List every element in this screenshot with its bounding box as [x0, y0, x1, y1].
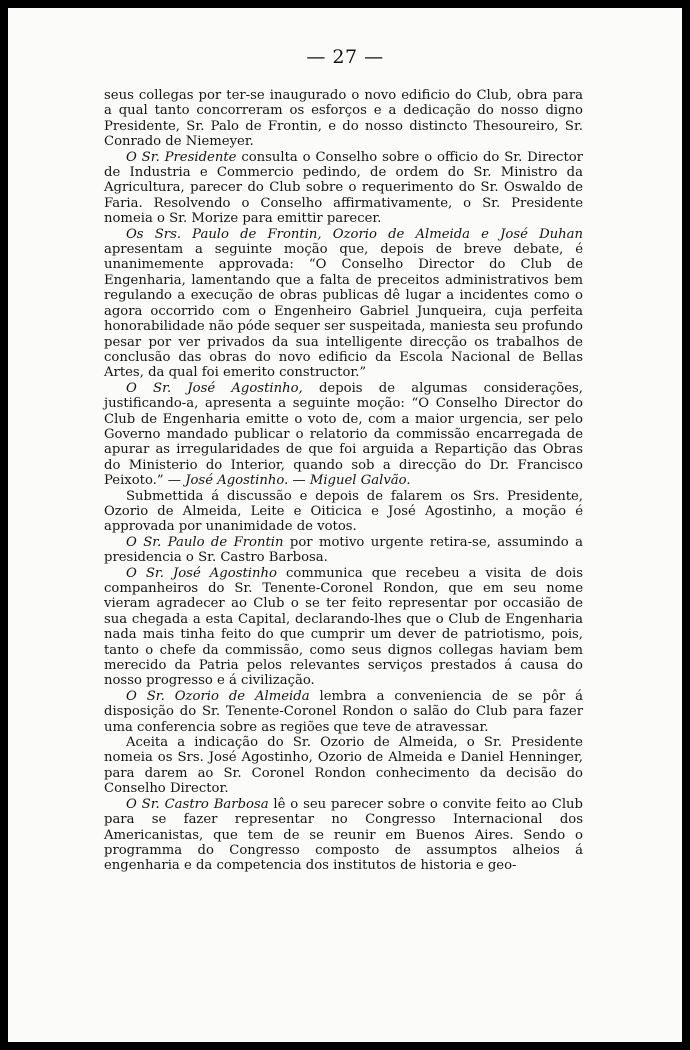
paragraph: [104, 535, 583, 566]
paragraph: [104, 150, 583, 227]
text-run: depois de algumas considerações, justificando-a, apresenta a seguinte moção: “O Conselho Director do Club de Engenharia emitte o voto de, com a maior urgencia, ser pelo Governo mandado publicar o relatorio da commissão encarregada de apurar as irregularidades de que foi arguida a Repartição das Obras do Ministerio do Interior, quando sob a direcção do Dr. Francisco Peixoto.” —: [104, 380, 583, 489]
text-run: Submettida á discussão e depois de falarem os Srs. Presidente, Ozorio de Almeida, Leite e Oiticica e José Agostinho, a moção é approvada por unanimidade de votos.: [104, 488, 583, 535]
italic-name-run: O Sr. José Agostinho: [126, 565, 277, 581]
text-run: Aceita a indicação do Sr. Ozorio de Almeida, o Sr. Presidente nomeia os Srs. José Agostinho, Ozorio de Almeida e Daniel Henninger, para darem ao Sr. Coronel Rondon conhecimento da decisão do Conselho Director.: [104, 735, 583, 797]
scanned-page: [8, 8, 682, 1042]
paragraph: [104, 735, 583, 797]
italic-name-run: O Sr. José Agostinho,: [126, 380, 303, 396]
text-run: consulta o Conselho sobre o officio do Sr. Director de Industria e Commercio pedindo, de ordem do Sr. Ministro da Agricultura, parecer do Club sobre o requerimento do Sr. Oswaldo de Faria. Resolvendo o Conselho affirmativamente, o Sr. Presidente nomeia o Sr. Morize para emittir parecer.: [104, 149, 583, 227]
paragraph: [104, 797, 583, 874]
paragraph: [104, 566, 583, 689]
italic-name-run: O Sr. Paulo de Frontin: [126, 534, 284, 550]
text-run: lê o seu parecer sobre o convite feito ao Club para se fazer representar no Congresso Internacional dos Americanistas, que tem de se reunir em Buenos Aires. Sendo o programma do Congresso composto de assumptos alheios á engenharia e da competencia dos institutos de historia e geo-: [104, 796, 583, 874]
text-run: apresentam a seguinte moção que, depois de breve debate, é unanimemente approvada: “O Conselho Director do Club de Engenharia, lamentando que a falta de preceitos administrativos bem regulando a execução de obras publicas dê lugar a incidentes como o agora occorrido com o Engenheiro Gabriel Junqueira, cuja perfeita honorabilidade não póde sequer ser suspeitada, maniesta seu profundo pesar por ver privados da sua intelligente direcção os trabalhos de conclusão das obras do novo edificio da Escola Nacional de Bellas Artes, da qual foi emerito constructor.”: [104, 242, 583, 381]
paragraph: [104, 689, 583, 735]
text-run: por motivo urgente retira-se, assumindo a presidencia o Sr. Castro Barbosa.: [104, 534, 583, 566]
page-body: [104, 88, 583, 874]
page-number: — 27 —: [306, 46, 384, 68]
italic-name-run: O Sr. Presidente: [126, 149, 237, 165]
paragraph: [104, 227, 583, 381]
paragraph: [104, 489, 583, 535]
italic-name-run: Os Srs. Paulo de Frontin, Ozorio de Almeida e José Duhan: [126, 226, 583, 242]
italic-name-run: O Sr. Castro Barbosa: [126, 796, 269, 812]
paragraph: [104, 381, 583, 489]
text-run: seus collegas por ter-se inaugurado o novo edificio do Club, obra para a qual tanto concorreram os esforços e a dedicação do nosso digno Presidente, Sr. Palo de Frontin, e do nosso distincto Thesoureiro, Sr. Conrado de Niemeyer.: [104, 88, 583, 150]
text-run: communica que recebeu a visita de dois companheiros do Sr. Tenente-Coronel Rondon, que em seu nome vieram agradecer ao Club o se ter feito representar por occasião de sua chegada a esta Capital, declarando-lhes que o Club de Engenharia nada mais tinha feito do que cumprir um dever de patriotismo, pois, tanto o chefe da commissão, como seus dignos collegas haviam bem merecido da Patria pelos relevantes serviços prestados á causa do nosso progresso e á civilização.: [104, 565, 583, 689]
text-run: lembra a conveniencia de se pôr á disposição do Sr. Tenente-Coronel Rondon o salão do Club para fazer uma conferencia sobre as regiões que teve de atravessar.: [104, 688, 583, 735]
paragraph: [104, 88, 583, 150]
italic-name-run: O Sr. Ozorio de Almeida: [126, 688, 310, 704]
italic-name-run: José Agostinho. — Miguel Galvão.: [185, 473, 411, 489]
